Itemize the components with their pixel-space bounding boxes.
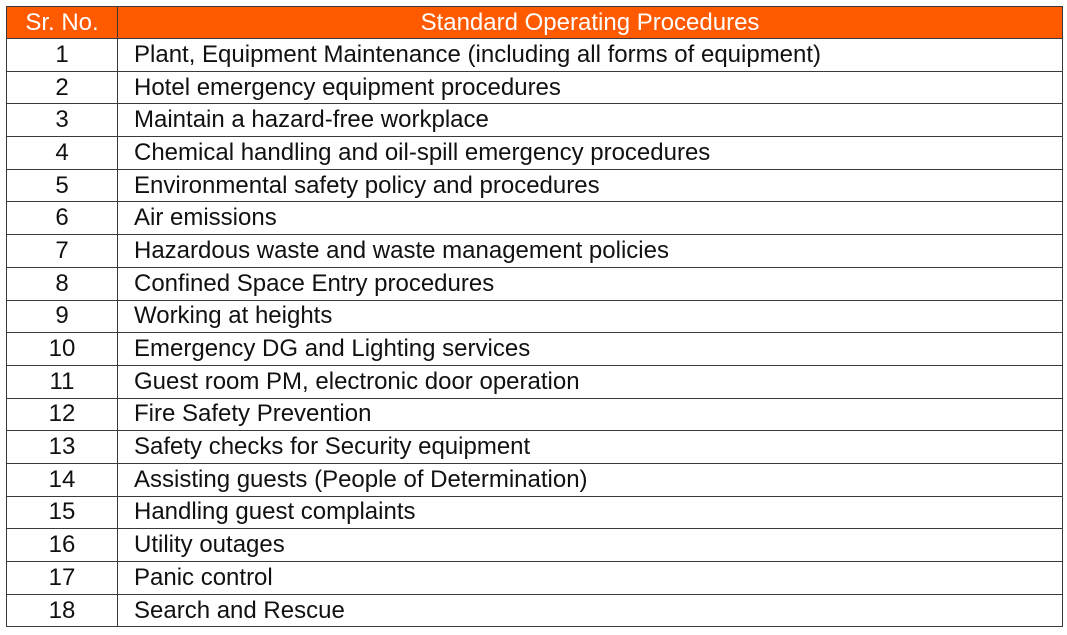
row-number-cell: 13: [7, 431, 118, 464]
table-row: [7, 431, 1063, 464]
row-number-cell: 4: [7, 137, 118, 170]
row-number-cell: 16: [7, 529, 118, 562]
table-body: [7, 39, 1063, 627]
table-row: [7, 39, 1063, 72]
table-row: [7, 300, 1063, 333]
procedure-cell: Handling guest complaints: [118, 496, 1063, 529]
procedure-cell: Confined Space Entry procedures: [118, 267, 1063, 300]
row-number-cell: 6: [7, 202, 118, 235]
procedure-cell: Air emissions: [118, 202, 1063, 235]
header-procedures: Standard Operating Procedures: [118, 7, 1063, 39]
procedure-cell: Hazardous waste and waste management policies: [118, 235, 1063, 268]
procedure-cell: Search and Rescue: [118, 594, 1063, 627]
table-row: [7, 137, 1063, 170]
procedure-cell: Panic control: [118, 562, 1063, 595]
row-number-cell: 1: [7, 39, 118, 72]
row-number-cell: 18: [7, 594, 118, 627]
header-sr-no: Sr. No.: [7, 7, 118, 39]
row-number-cell: 7: [7, 235, 118, 268]
table-row: [7, 496, 1063, 529]
procedure-cell: Maintain a hazard-free workplace: [118, 104, 1063, 137]
table-row: [7, 365, 1063, 398]
procedure-cell: Utility outages: [118, 529, 1063, 562]
table-row: [7, 267, 1063, 300]
procedure-cell: Guest room PM, electronic door operation: [118, 365, 1063, 398]
procedure-cell: Emergency DG and Lighting services: [118, 333, 1063, 366]
sop-table-container: [6, 6, 1063, 627]
procedure-cell: Safety checks for Security equipment: [118, 431, 1063, 464]
table-row: [7, 235, 1063, 268]
row-number-cell: 9: [7, 300, 118, 333]
row-number-cell: 15: [7, 496, 118, 529]
procedure-cell: Plant, Equipment Maintenance (including all forms of equipment): [118, 39, 1063, 72]
row-number-cell: 5: [7, 169, 118, 202]
table-row: [7, 202, 1063, 235]
table-row: [7, 463, 1063, 496]
table-row: [7, 594, 1063, 627]
sop-table: [6, 6, 1063, 627]
table-row: [7, 562, 1063, 595]
row-number-cell: 12: [7, 398, 118, 431]
header-row: [7, 7, 1063, 39]
procedure-cell: Assisting guests (People of Determination): [118, 463, 1063, 496]
row-number-cell: 17: [7, 562, 118, 595]
table-row: [7, 529, 1063, 562]
procedure-cell: Chemical handling and oil-spill emergency procedures: [118, 137, 1063, 170]
table-row: [7, 169, 1063, 202]
procedure-cell: Fire Safety Prevention: [118, 398, 1063, 431]
table-row: [7, 333, 1063, 366]
table-row: [7, 71, 1063, 104]
row-number-cell: 10: [7, 333, 118, 366]
row-number-cell: 8: [7, 267, 118, 300]
row-number-cell: 14: [7, 463, 118, 496]
row-number-cell: 3: [7, 104, 118, 137]
table-header: [7, 7, 1063, 39]
row-number-cell: 11: [7, 365, 118, 398]
procedure-cell: Environmental safety policy and procedures: [118, 169, 1063, 202]
table-row: [7, 398, 1063, 431]
table-row: [7, 104, 1063, 137]
row-number-cell: 2: [7, 71, 118, 104]
procedure-cell: Working at heights: [118, 300, 1063, 333]
procedure-cell: Hotel emergency equipment procedures: [118, 71, 1063, 104]
